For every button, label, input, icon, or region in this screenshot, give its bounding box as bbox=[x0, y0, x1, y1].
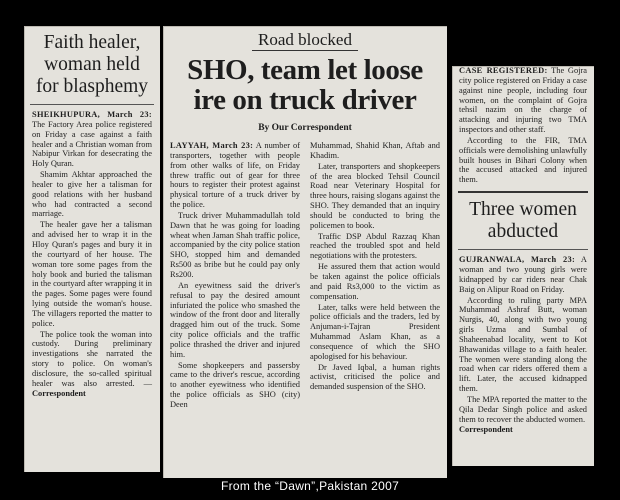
right-signoff: Correspondent bbox=[459, 425, 513, 435]
right-paragraph: GUJRANWALA, March 23: A woman and two young girls were kidnapped by car riders near Chak Baig on Alipur Road on Friday. bbox=[459, 255, 587, 294]
right-divider bbox=[458, 191, 588, 193]
left-paragraph: SHEIKHUPURA, March 23: The Factory Area police registered on Friday a case against a faith healer and a Christian woman from Nabipur Virkan for desecrating the Holy Quran. bbox=[32, 110, 152, 169]
right-paragraph: According to ruling party MPA Muhammad Ashraf Butt, woman Nurgis, 40, along with two young girls Uzma and Sumbal of Shaheenabad locality, went to Kot Bhawanidas village to a faith healer. The women were standing along the road when car riders offered them a lift. Later, the accused kidnapped them. bbox=[459, 295, 587, 394]
left-article-body bbox=[24, 110, 160, 398]
middle-paragraph: An eyewitness said the driver's refusal to pay the desired amount infuriated the police who smashed the window of the front door and literally dragged him out of the truck. Some city police officials and the traffic police thrashed the driver and injured him. bbox=[170, 280, 300, 359]
middle-paragraph: He assured them that action would be taken against the police officials and paid Rs3,000 to the victim as compensation. bbox=[310, 262, 440, 301]
left-dateline: SHEIKHUPURA, March 23: bbox=[32, 110, 152, 119]
middle-paragraph: Muhammad, Shahid Khan, Aftab and Khadim. bbox=[310, 141, 440, 160]
left-paragraph: Shamim Akhtar approached the healer to give her a talisman for good relations with her husband who had contracted a second marriage. bbox=[32, 170, 152, 219]
right-paragraph: The MPA reported the matter to the Qila Dedar Singh police and asked them to recover the abducted women. bbox=[459, 394, 587, 424]
image-caption: From the “Dawn”,Pakistan 2007 bbox=[220, 479, 400, 493]
right-top-article bbox=[452, 66, 594, 185]
middle-columns bbox=[163, 141, 447, 411]
middle-paragraph: Dr Javed Iqbal, a human rights activist, criticised the police and demanded suspension of the SHO. bbox=[310, 362, 440, 392]
middle-dateline: LAYYAH, March 23: bbox=[170, 141, 254, 150]
middle-column-1 bbox=[165, 141, 305, 411]
middle-column-2 bbox=[305, 141, 445, 411]
middle-paragraph: Truck driver Muhammadullah told Dawn that he was going for loading wheat when Jaman Shah traffic police, accompanied by the city police station SHO, stopped him and demanded Rs500 as bribe but he could pay only Rs200. bbox=[170, 210, 300, 279]
middle-byline: By Our Correspondent bbox=[258, 123, 352, 133]
middle-paragraph: Later, talks were held between the police officials and the traders, led by Anjuman-i-Tajran President Muhammad Aslam Khan, as a consequence of which the SHO apologised for his behaviour. bbox=[310, 302, 440, 361]
right-paragraph: According to the FIR, TMA officials were demolishing unlawfully built houses in Bihari Colony when the accused attacked and injured them. bbox=[459, 135, 587, 185]
middle-clipping bbox=[163, 26, 447, 478]
right-headline: Three women abducted bbox=[458, 195, 588, 250]
right-clipping bbox=[452, 66, 594, 466]
middle-paragraph: Some shopkeepers and passersby came to the driver's rescue, according to another eyewitness who identified the police officials as SHO (city) Deen bbox=[170, 360, 300, 409]
middle-headline: SHO, team let loose ire on truck driver bbox=[187, 54, 423, 116]
left-signoff: Correspondent bbox=[32, 388, 86, 398]
middle-paragraph: LAYYAH, March 23: A number of transporters, together with people from other walks of life, on Friday threw traffic out of gear for three hours to register their protest against physical torture of a truck driver by the police. bbox=[170, 141, 300, 210]
middle-paragraph: Traffic DSP Abdul Razzaq Khan reached the troubled spot and held negotiations with the protesters. bbox=[310, 231, 440, 261]
right-paragraph: CASE REGISTERED: The Gojra city police registered on Friday a case against nine people, including four women, on the complaint of Gojra tehsil nazim on the charge of attacking and injuring two TMA inspectors and other staff. bbox=[459, 66, 587, 135]
right-article-body bbox=[452, 255, 594, 435]
right-top-dateline: CASE REGISTERED: bbox=[459, 66, 548, 75]
middle-paragraph: Later, transporters and shopkeepers of the area blocked Tehsil Council Road near Veterinary Hospital for three hours, raising slogans against the SHO. They demanded that an inquiry should be conducted to bring the policemen to book. bbox=[310, 161, 440, 230]
left-headline: Faith healer, woman held for blasphemy bbox=[30, 26, 154, 105]
middle-kicker: Road blocked bbox=[252, 30, 358, 51]
left-clipping bbox=[24, 26, 160, 472]
left-paragraph: The healer gave her a talisman and advised her to wrap it in the Hloy Quran's pages and bury it in the courtyard of her house. The woman tore some pages from the holy book and buried the talisman in the courtyard after wrapping it in the pages. Some pages were found lying outside the woman's house. The villagers reported the matter to police. bbox=[32, 220, 152, 328]
right-dateline: GUJRANWALA, March 23: bbox=[459, 255, 576, 265]
left-paragraph: The police took the woman into custody. During preliminary investigations she narrated the story to police. On woman's disclosure, the so-called spiritual healer was also arrested. — Correspondent bbox=[32, 329, 152, 398]
